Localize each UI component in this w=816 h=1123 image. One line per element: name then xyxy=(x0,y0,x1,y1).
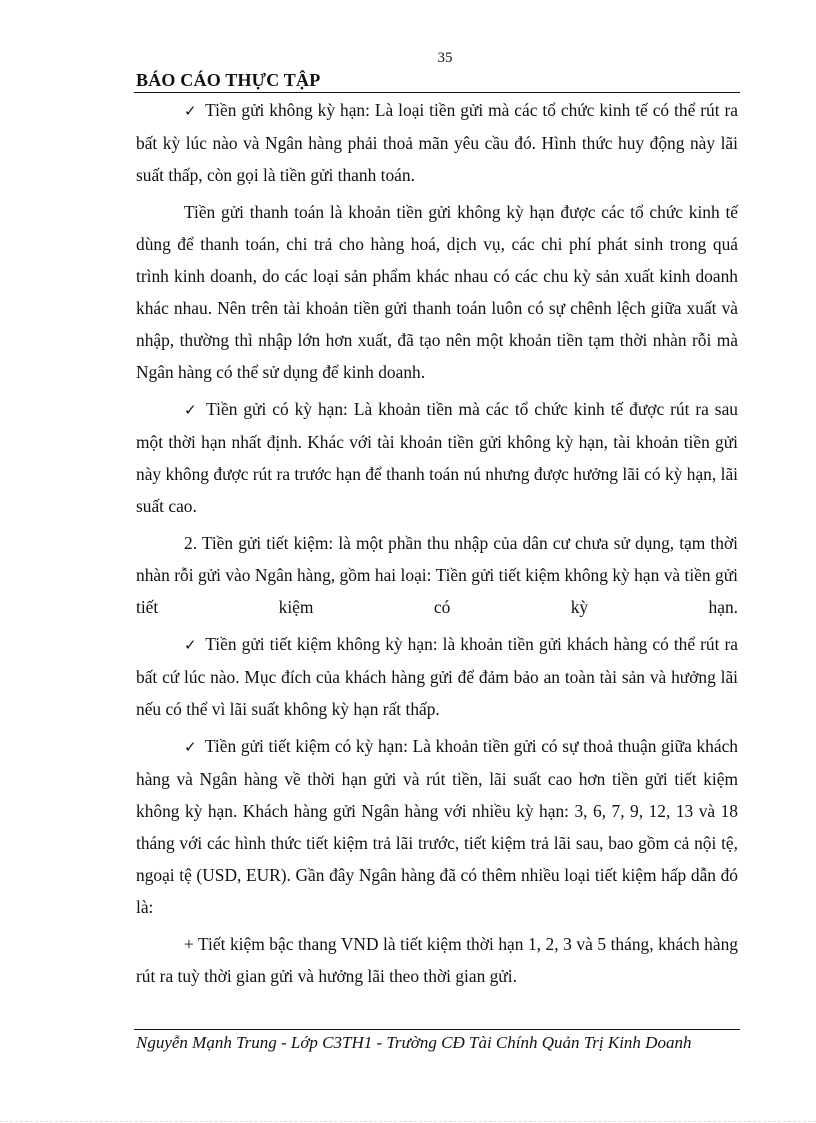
paragraph-text: Tiền gửi tiết kiệm không kỳ hạn: là khoản tiền gửi khách hàng có thể rút ra bất cứ lúc nào. Mục đích của khách hàng gửi để đảm bảo an toàn tài sản và hưởng lãi nếu có thể vì lãi suất không kỳ hạn rất thấp. xyxy=(136,634,738,719)
footer-rule xyxy=(134,1029,740,1030)
paragraph-text: Tiền gửi thanh toán là khoản tiền gửi không kỳ hạn được các tổ chức kinh tế dùng để thanh toán, chi trả cho hàng hoá, dịch vụ, các chi phí phát sinh trong quá trình kinh doanh, do các loại sản phẩm khác nhau có các chu kỳ sản xuất kinh doanh khác nhau. Nên trên tài khoản tiền gửi thanh toán luôn có sự chênh lệch giữa xuất và nhập, thường thì nhập lớn hơn xuất, đã tạo nên một khoản tiền tạm thời nhàn rỗi mà Ngân hàng có thể sử dụng để kinh doanh. xyxy=(136,202,738,382)
paragraph-text: Tiền gửi tiết kiệm có kỳ hạn: Là khoản tiền gửi có sự thoả thuận giữa khách hàng và Ngân hàng về thời hạn gửi và rút tiền, lãi suất cao hơn tiền gửi tiết kiệm không kỳ hạn. Khách hàng gửi Ngân hàng với nhiều kỳ hạn: 3, 6, 7, 9, 12, 13 và 18 tháng với các hình thức tiết kiệm trả lãi trước, tiết kiệm trả lãi sau, bao gồm cả nội tệ, ngoại tệ (USD, EUR). Gần đây Ngân hàng đã có thêm nhiều loại tiết kiệm hấp dẫn đó là: xyxy=(136,736,738,917)
paragraph-savings-no-term xyxy=(136,628,738,725)
paragraph-step-savings xyxy=(136,928,738,992)
paragraph-text: 2. Tiền gửi tiết kiệm: là một phần thu nhập của dân cư chưa sử dụng, tạm thời nhàn rỗi gửi vào Ngân hàng, gồm hai loại: Tiền gửi tiết kiệm không kỳ hạn và tiền gửi tiết kiệm có kỳ hạn. xyxy=(136,533,738,617)
checkmark-icon: ✓ xyxy=(184,738,197,756)
page-number: 35 xyxy=(437,50,453,66)
page-edge xyxy=(0,1121,816,1122)
paragraph-term-deposit xyxy=(136,393,738,522)
footer-text: Nguyễn Mạnh Trung - Lớp C3TH1 - Trường CĐ Tài Chính Quản Trị Kinh Doanh xyxy=(136,1033,692,1052)
paragraph-text: + Tiết kiệm bậc thang VND là tiết kiệm thời hạn 1, 2, 3 và 5 tháng, khách hàng rút ra tuỳ thời gian gửi và hưởng lãi theo thời gian gửi. xyxy=(136,934,738,986)
document-body xyxy=(136,94,738,997)
paragraph-savings-deposit xyxy=(136,527,738,623)
paragraph-payment-deposit xyxy=(136,196,738,388)
checkmark-icon: ✓ xyxy=(184,401,199,419)
paragraph-text: Tiền gửi không kỳ hạn: Là loại tiền gửi mà các tổ chức kinh tế có thể rút ra bất kỳ lúc nào và Ngân hàng phải thoả mãn yêu cầu đó. Hình thức huy động này lãi suất thấp, còn gọi là tiền gửi thanh toán. xyxy=(136,100,738,185)
header-title: BÁO CÁO THỰC TẬP xyxy=(136,70,321,90)
paragraph-text: Tiền gửi có kỳ hạn: Là khoản tiền mà các tổ chức kinh tế được rút ra sau một thời hạn nhất định. Khác với tài khoản tiền gửi không kỳ hạn, tài khoản tiền gửi này không được rút ra trước hạn để thanh toán nú nhưng được hưởng lãi có kỳ hạn, lãi suất cao. xyxy=(136,399,738,516)
checkmark-icon: ✓ xyxy=(184,102,198,120)
checkmark-icon: ✓ xyxy=(184,636,198,654)
paragraph-savings-term xyxy=(136,730,738,923)
paragraph-demand-deposit xyxy=(136,94,738,191)
header-rule xyxy=(134,92,740,93)
